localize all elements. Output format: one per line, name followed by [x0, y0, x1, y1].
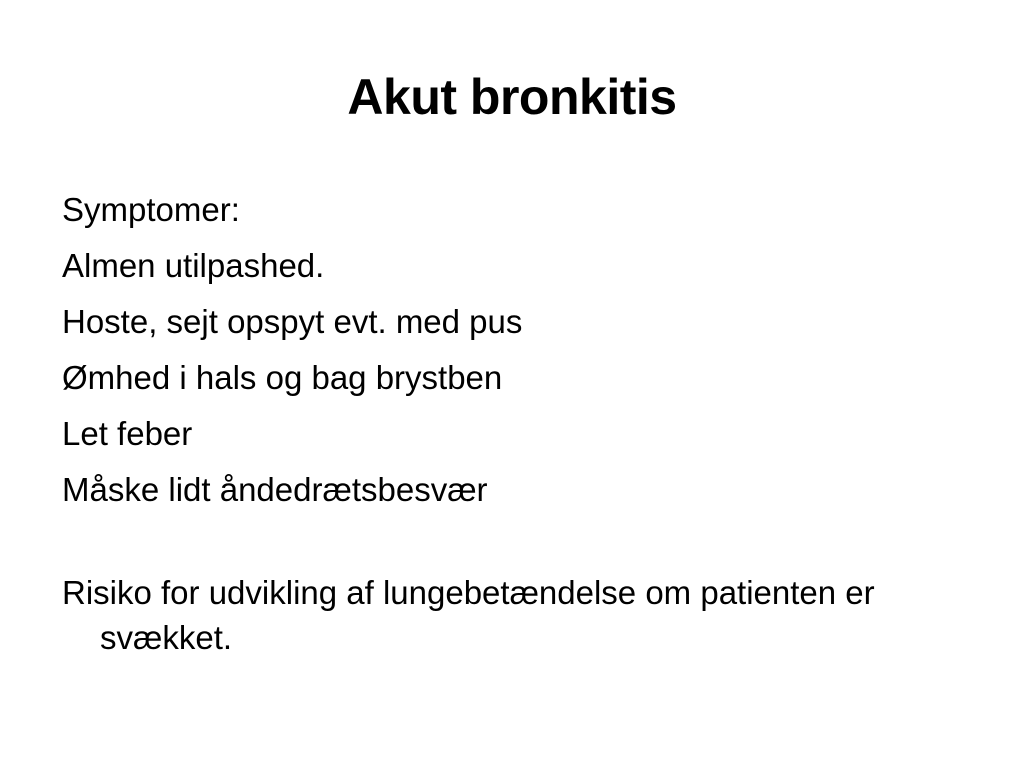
body-line: Almen utilpashed. — [62, 247, 325, 284]
body-line: Ømhed i hals og bag brystben — [62, 359, 503, 396]
slide-title: Akut bronkitis — [347, 69, 677, 125]
body-line-symptoms-heading: Symptomer: — [62, 191, 240, 228]
body-line: Let feber — [62, 415, 193, 452]
body-line: Måske lidt åndedrætsbesvær — [62, 471, 488, 508]
slide-body — [62, 182, 962, 660]
spacer — [62, 518, 962, 574]
risk-note: Risiko for udvikling af lungebetændelse om patienten er svækket. — [62, 574, 875, 656]
body-line: Hoste, sejt opspyt evt. med pus — [62, 303, 523, 340]
